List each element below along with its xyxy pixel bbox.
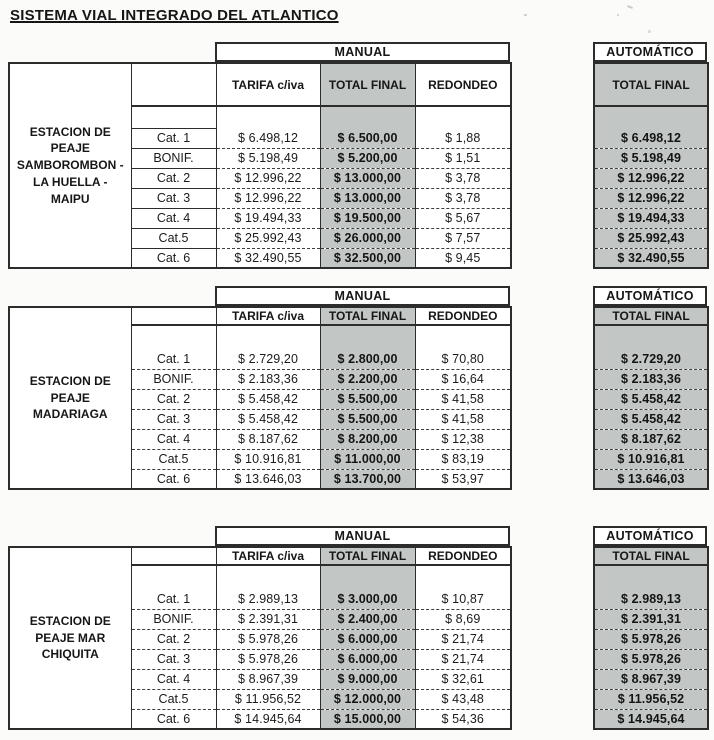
tarifa-cell: $ 2.183,36 bbox=[216, 369, 320, 389]
empty-cell bbox=[594, 106, 708, 128]
manual-header: MANUAL bbox=[215, 286, 510, 306]
auto-row bbox=[594, 629, 708, 649]
category-cell: Cat. 4 bbox=[131, 669, 216, 689]
redondeo-cell: $ 41,58 bbox=[415, 389, 511, 409]
subheader-row bbox=[9, 63, 511, 106]
column-header-tarifa: TARIFA c/iva bbox=[216, 307, 320, 325]
total-final-cell: $ 8.200,00 bbox=[320, 429, 415, 449]
total-final-cell: $ 9.000,00 bbox=[320, 669, 415, 689]
tarifa-cell: $ 19.494,33 bbox=[216, 208, 320, 228]
auto-row bbox=[594, 248, 708, 268]
tarifa-cell: $ 11.956,52 bbox=[216, 689, 320, 709]
auto-row bbox=[594, 128, 708, 148]
total-final-cell: $ 6.000,00 bbox=[320, 649, 415, 669]
column-header-auto-total-final: TOTAL FINAL bbox=[594, 547, 708, 565]
redondeo-cell: $ 41,58 bbox=[415, 409, 511, 429]
subheader-row bbox=[594, 307, 708, 325]
auto-total-final-cell: $ 11.956,52 bbox=[594, 689, 708, 709]
category-cell: Cat. 2 bbox=[131, 389, 216, 409]
auto-total-final-cell: $ 2.391,31 bbox=[594, 609, 708, 629]
auto-total-final-cell: $ 25.992,43 bbox=[594, 228, 708, 248]
empty-cell bbox=[131, 63, 216, 106]
total-final-cell: $ 5.500,00 bbox=[320, 409, 415, 429]
auto-row bbox=[594, 168, 708, 188]
tarifa-cell: $ 2.989,13 bbox=[216, 589, 320, 609]
empty-cell bbox=[216, 106, 320, 128]
auto-row bbox=[594, 188, 708, 208]
total-final-cell: $ 12.000,00 bbox=[320, 689, 415, 709]
auto-row bbox=[594, 369, 708, 389]
total-final-cell: $ 6.000,00 bbox=[320, 629, 415, 649]
redondeo-cell: $ 1,51 bbox=[415, 148, 511, 168]
auto-total-final-cell: $ 2.729,20 bbox=[594, 349, 708, 369]
auto-total-final-cell: $ 12.996,22 bbox=[594, 168, 708, 188]
subheader-row bbox=[9, 307, 511, 325]
category-cell: Cat. 3 bbox=[131, 188, 216, 208]
category-cell: Cat. 4 bbox=[131, 208, 216, 228]
redondeo-cell: $ 16,64 bbox=[415, 369, 511, 389]
auto-total-final-cell: $ 14.945,64 bbox=[594, 709, 708, 729]
total-final-cell: $ 13.000,00 bbox=[320, 168, 415, 188]
auto-row bbox=[594, 709, 708, 729]
total-final-cell: $ 2.800,00 bbox=[320, 349, 415, 369]
auto-row bbox=[594, 148, 708, 168]
category-cell: BONIF. bbox=[131, 369, 216, 389]
redondeo-cell: $ 21,74 bbox=[415, 649, 511, 669]
manual-table bbox=[8, 546, 512, 730]
redondeo-cell: $ 54,36 bbox=[415, 709, 511, 729]
redondeo-cell: $ 3,78 bbox=[415, 168, 511, 188]
station-name: ESTACION DE PEAJE MADARIAGA bbox=[9, 307, 131, 489]
spacer-row bbox=[594, 325, 708, 349]
tarifa-cell: $ 13.646,03 bbox=[216, 469, 320, 489]
auto-total-final-cell: $ 5.978,26 bbox=[594, 649, 708, 669]
tarifa-cell: $ 5.458,42 bbox=[216, 389, 320, 409]
column-header-total-final: TOTAL FINAL bbox=[320, 547, 415, 565]
redondeo-cell: $ 83,19 bbox=[415, 449, 511, 469]
auto-row bbox=[594, 409, 708, 429]
column-header-tarifa: TARIFA c/iva bbox=[216, 547, 320, 565]
manual-header: MANUAL bbox=[215, 526, 510, 546]
empty-cell bbox=[216, 565, 320, 589]
column-header-redondeo: REDONDEO bbox=[415, 547, 511, 565]
redondeo-cell: $ 10,87 bbox=[415, 589, 511, 609]
total-final-cell: $ 3.000,00 bbox=[320, 589, 415, 609]
category-cell: BONIF. bbox=[131, 148, 216, 168]
tarifa-cell: $ 10.916,81 bbox=[216, 449, 320, 469]
auto-row bbox=[594, 469, 708, 489]
total-final-cell: $ 19.500,00 bbox=[320, 208, 415, 228]
automatico-header: AUTOMÁTICO bbox=[593, 42, 707, 62]
auto-row bbox=[594, 228, 708, 248]
tarifa-cell: $ 32.490,55 bbox=[216, 248, 320, 268]
total-final-cell: $ 15.000,00 bbox=[320, 709, 415, 729]
category-cell: Cat. 6 bbox=[131, 469, 216, 489]
redondeo-cell: $ 32,61 bbox=[415, 669, 511, 689]
redondeo-cell: $ 8,69 bbox=[415, 609, 511, 629]
spacer-row bbox=[594, 106, 708, 128]
category-cell: Cat.5 bbox=[131, 689, 216, 709]
tarifa-cell: $ 5.978,26 bbox=[216, 629, 320, 649]
auto-row bbox=[594, 429, 708, 449]
auto-row bbox=[594, 208, 708, 228]
category-cell: Cat.5 bbox=[131, 449, 216, 469]
scan-artifact bbox=[524, 14, 527, 16]
redondeo-cell: $ 12,38 bbox=[415, 429, 511, 449]
tarifa-cell: $ 2.729,20 bbox=[216, 349, 320, 369]
auto-total-final-cell: $ 2.989,13 bbox=[594, 589, 708, 609]
auto-row bbox=[594, 349, 708, 369]
automatico-table bbox=[593, 306, 709, 490]
redondeo-cell: $ 3,78 bbox=[415, 188, 511, 208]
redondeo-cell: $ 53,97 bbox=[415, 469, 511, 489]
category-cell: Cat. 1 bbox=[131, 349, 216, 369]
redondeo-cell: $ 5,67 bbox=[415, 208, 511, 228]
auto-total-final-cell: $ 5.458,42 bbox=[594, 389, 708, 409]
subheader-row bbox=[594, 547, 708, 565]
total-final-cell: $ 5.500,00 bbox=[320, 389, 415, 409]
category-cell: Cat. 1 bbox=[131, 128, 216, 148]
auto-row bbox=[594, 609, 708, 629]
category-cell: Cat. 3 bbox=[131, 649, 216, 669]
tarifa-cell: $ 8.967,39 bbox=[216, 669, 320, 689]
page-title: SISTEMA VIAL INTEGRADO DEL ATLANTICO bbox=[10, 7, 339, 24]
scan-artifact bbox=[627, 5, 633, 9]
column-header-auto-total-final: TOTAL FINAL bbox=[594, 63, 708, 106]
empty-cell bbox=[320, 325, 415, 349]
column-header-total-final: TOTAL FINAL bbox=[320, 63, 415, 106]
total-final-cell: $ 6.500,00 bbox=[320, 128, 415, 148]
auto-total-final-cell: $ 32.490,55 bbox=[594, 248, 708, 268]
auto-row bbox=[594, 669, 708, 689]
auto-row bbox=[594, 389, 708, 409]
tarifa-cell: $ 25.992,43 bbox=[216, 228, 320, 248]
station-name: ESTACION DE PEAJE MAR CHIQUITA bbox=[9, 547, 131, 729]
auto-total-final-cell: $ 13.646,03 bbox=[594, 469, 708, 489]
total-final-cell: $ 11.000,00 bbox=[320, 449, 415, 469]
redondeo-cell: $ 1,88 bbox=[415, 128, 511, 148]
tarifa-cell: $ 12.996,22 bbox=[216, 188, 320, 208]
auto-total-final-cell: $ 19.494,33 bbox=[594, 208, 708, 228]
auto-row bbox=[594, 449, 708, 469]
column-header-redondeo: REDONDEO bbox=[415, 307, 511, 325]
auto-total-final-cell: $ 8.187,62 bbox=[594, 429, 708, 449]
column-header-auto-total-final: TOTAL FINAL bbox=[594, 307, 708, 325]
empty-cell bbox=[415, 325, 511, 349]
redondeo-cell: $ 21,74 bbox=[415, 629, 511, 649]
category-cell: Cat. 2 bbox=[131, 168, 216, 188]
total-final-cell: $ 13.700,00 bbox=[320, 469, 415, 489]
category-cell: BONIF. bbox=[131, 609, 216, 629]
category-cell: Cat.5 bbox=[131, 228, 216, 248]
auto-total-final-cell: $ 8.967,39 bbox=[594, 669, 708, 689]
auto-total-final-cell: $ 6.498,12 bbox=[594, 128, 708, 148]
tarifa-cell: $ 2.391,31 bbox=[216, 609, 320, 629]
empty-cell bbox=[131, 325, 216, 349]
tarifa-cell: $ 5.978,26 bbox=[216, 649, 320, 669]
scan-artifact bbox=[617, 14, 619, 16]
station-name: ESTACION DE PEAJE SAMBOROMBON - LA HUELLA - MAIPU bbox=[9, 63, 131, 268]
manual-table bbox=[8, 62, 512, 269]
empty-cell bbox=[594, 565, 708, 589]
auto-total-final-cell: $ 2.183,36 bbox=[594, 369, 708, 389]
subheader-row bbox=[9, 547, 511, 565]
auto-total-final-cell: $ 5.198,49 bbox=[594, 148, 708, 168]
auto-row bbox=[594, 649, 708, 669]
empty-cell bbox=[320, 565, 415, 589]
auto-total-final-cell: $ 10.916,81 bbox=[594, 449, 708, 469]
manual-table bbox=[8, 306, 512, 490]
tarifa-cell: $ 5.198,49 bbox=[216, 148, 320, 168]
empty-cell bbox=[131, 565, 216, 589]
spacer-row bbox=[594, 565, 708, 589]
total-final-cell: $ 2.400,00 bbox=[320, 609, 415, 629]
automatico-header: AUTOMÁTICO bbox=[593, 286, 707, 306]
column-header-tarifa: TARIFA c/iva bbox=[216, 63, 320, 106]
empty-cell bbox=[216, 325, 320, 349]
auto-row bbox=[594, 689, 708, 709]
empty-cell bbox=[131, 547, 216, 565]
tarifa-cell: $ 8.187,62 bbox=[216, 429, 320, 449]
empty-cell bbox=[131, 307, 216, 325]
category-cell: Cat. 1 bbox=[131, 589, 216, 609]
empty-cell bbox=[415, 106, 511, 128]
empty-cell bbox=[415, 565, 511, 589]
column-header-redondeo: REDONDEO bbox=[415, 63, 511, 106]
total-final-cell: $ 26.000,00 bbox=[320, 228, 415, 248]
tarifa-cell: $ 6.498,12 bbox=[216, 128, 320, 148]
auto-row bbox=[594, 589, 708, 609]
category-cell: Cat. 2 bbox=[131, 629, 216, 649]
total-final-cell: $ 2.200,00 bbox=[320, 369, 415, 389]
manual-header: MANUAL bbox=[215, 42, 510, 62]
column-header-total-final: TOTAL FINAL bbox=[320, 307, 415, 325]
empty-cell bbox=[320, 106, 415, 128]
auto-total-final-cell: $ 5.458,42 bbox=[594, 409, 708, 429]
tarifa-cell: $ 5.458,42 bbox=[216, 409, 320, 429]
redondeo-cell: $ 43,48 bbox=[415, 689, 511, 709]
empty-cell bbox=[594, 325, 708, 349]
category-cell: Cat. 3 bbox=[131, 409, 216, 429]
automatico-header: AUTOMÁTICO bbox=[593, 526, 707, 546]
total-final-cell: $ 13.000,00 bbox=[320, 188, 415, 208]
auto-total-final-cell: $ 12.996,22 bbox=[594, 188, 708, 208]
redondeo-cell: $ 9,45 bbox=[415, 248, 511, 268]
tarifa-cell: $ 14.945,64 bbox=[216, 709, 320, 729]
empty-cell bbox=[131, 106, 216, 128]
redondeo-cell: $ 7,57 bbox=[415, 228, 511, 248]
category-cell: Cat. 4 bbox=[131, 429, 216, 449]
subheader-row bbox=[594, 63, 708, 106]
auto-total-final-cell: $ 5.978,26 bbox=[594, 629, 708, 649]
automatico-table bbox=[593, 546, 709, 730]
scan-artifact bbox=[648, 30, 651, 33]
automatico-table bbox=[593, 62, 709, 269]
category-cell: Cat. 6 bbox=[131, 248, 216, 268]
category-cell: Cat. 6 bbox=[131, 709, 216, 729]
total-final-cell: $ 5.200,00 bbox=[320, 148, 415, 168]
total-final-cell: $ 32.500,00 bbox=[320, 248, 415, 268]
redondeo-cell: $ 70,80 bbox=[415, 349, 511, 369]
tarifa-cell: $ 12.996,22 bbox=[216, 168, 320, 188]
